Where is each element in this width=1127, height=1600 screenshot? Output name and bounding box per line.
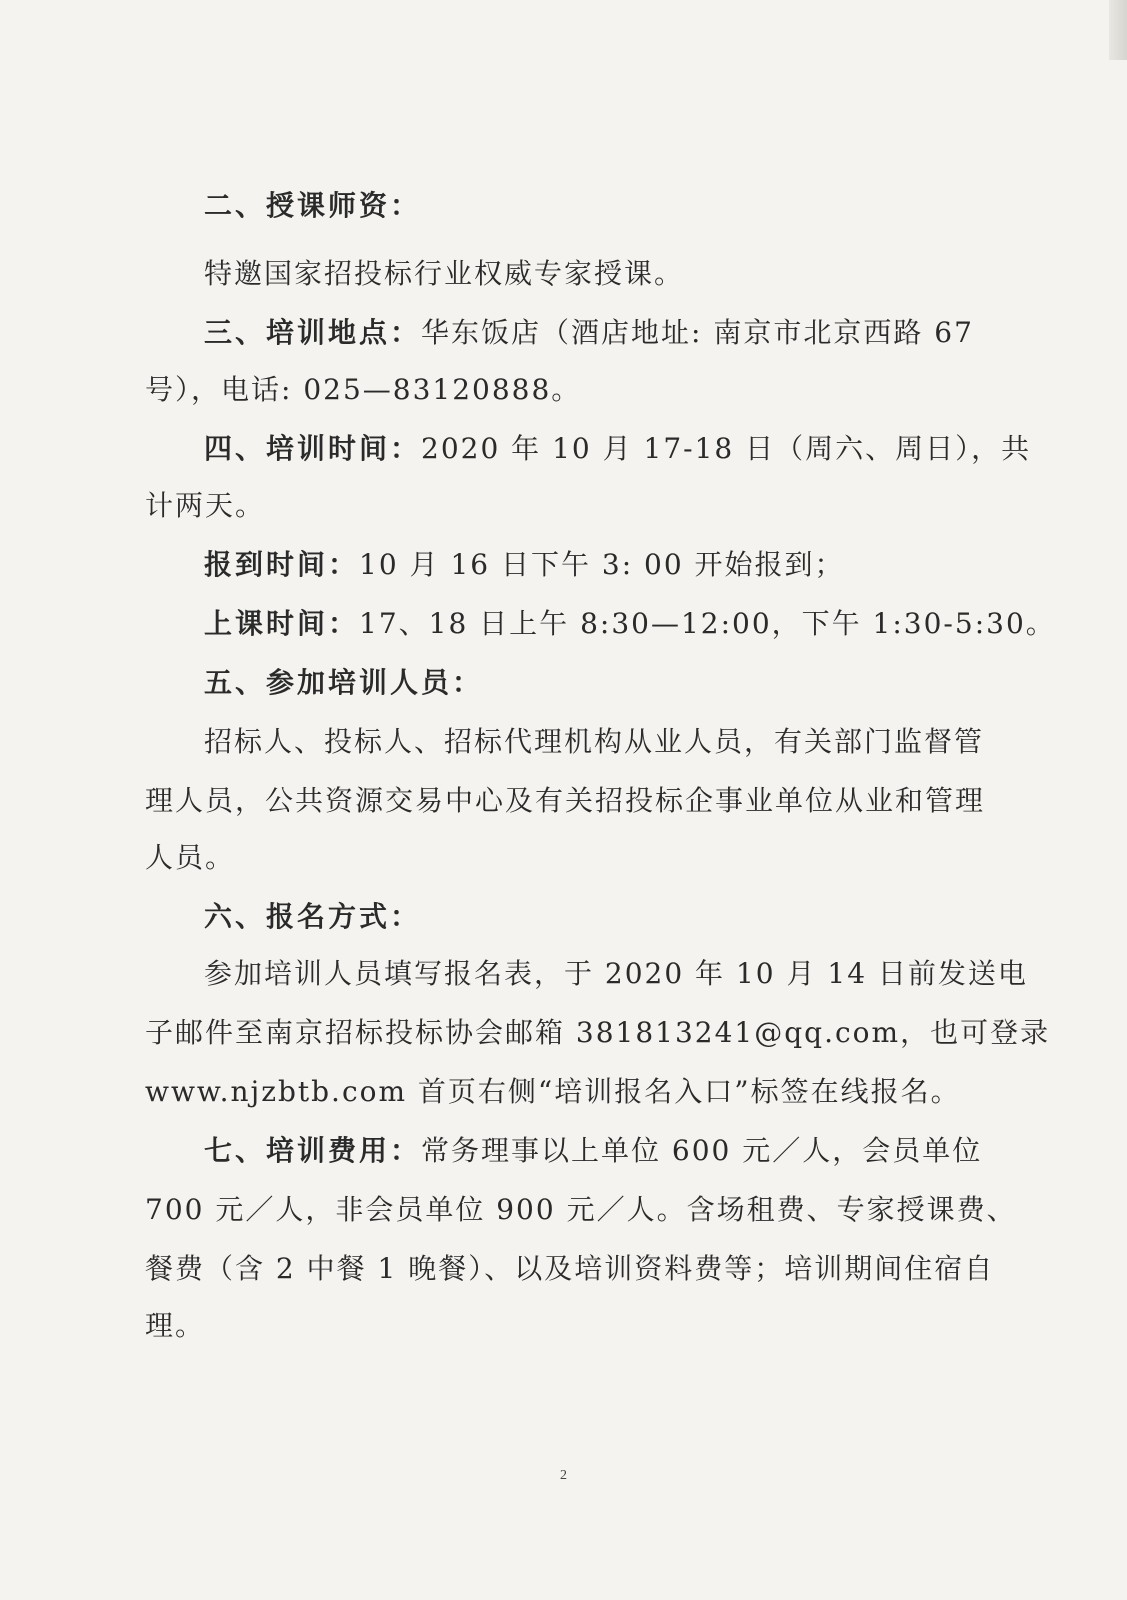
section2-body-line	[0, 256, 1127, 292]
section4-heading: 四、培训时间：	[204, 432, 422, 465]
section6-line1	[0, 956, 1127, 992]
section3-heading: 三、培训地点：	[204, 316, 422, 349]
page-number: 2	[560, 1468, 567, 1483]
section2-body: 特邀国家招投标行业权威专家授课。	[204, 257, 685, 290]
section5-text1: 招标人、投标人、招标代理机构从业人员，有关部门监督管	[204, 725, 985, 758]
section7-text4: 理。	[145, 1309, 206, 1342]
section5-line2	[0, 783, 1127, 819]
section2-heading-line	[0, 188, 1127, 224]
section2-heading: 二、授课师资：	[204, 189, 422, 222]
section7-text3: 餐费（含 2 中餐 1 晚餐）、以及培训资料费等；培训期间住宿自	[145, 1252, 995, 1285]
class-time-line	[0, 606, 1127, 642]
section5-line1	[0, 724, 1127, 760]
checkin-time-value: 10 月 16 日下午 3: 00 开始报到；	[359, 548, 845, 581]
section6-heading-line	[0, 899, 1127, 935]
section5-heading: 五、参加培训人员：	[204, 666, 484, 699]
section3-text2: 号），电话: 025—83120888。	[145, 373, 582, 406]
section7-line1	[0, 1133, 1127, 1169]
section7-text1: 常务理事以上单位 600 元／人，会员单位	[421, 1134, 983, 1167]
section5-heading-line	[0, 665, 1127, 701]
section5-line3	[0, 840, 1127, 876]
section4-line1	[0, 431, 1127, 467]
class-time-value: 17、18 日上午 8:30—12:00，下午 1:30-5:30。	[359, 607, 1056, 640]
section6-text3: www.njzbtb.com 首页右侧“培训报名入口”标签在线报名。	[145, 1075, 961, 1108]
checkin-time-label: 报到时间：	[204, 548, 360, 581]
section3-line1	[0, 315, 1127, 351]
section5-text3: 人员。	[145, 841, 236, 874]
section3-line2	[0, 372, 1127, 408]
section7-text2: 700 元／人，非会员单位 900 元／人。含场租费、专家授课费、	[145, 1193, 1017, 1226]
section3-text1: 华东饭店（酒店地址: 南京市北京西路 67	[421, 316, 974, 349]
checkin-time-line	[0, 547, 1127, 583]
section4-text1: 2020 年 10 月 17-18 日（周六、周日），共	[421, 432, 1032, 465]
section7-line3	[0, 1251, 1127, 1287]
section5-text2: 理人员，公共资源交易中心及有关招投标企事业单位从业和管理	[145, 784, 986, 817]
section6-line2	[0, 1015, 1127, 1051]
section7-line2	[0, 1192, 1127, 1228]
section6-line3	[0, 1074, 1127, 1110]
section6-text1: 参加培训人员填写报名表，于 2020 年 10 月 14 日前发送电	[204, 957, 1028, 990]
scan-edge	[1109, 0, 1127, 60]
section7-line4	[0, 1308, 1127, 1344]
section4-line2	[0, 488, 1127, 524]
section7-heading: 七、培训费用：	[204, 1134, 422, 1167]
section6-heading: 六、报名方式：	[204, 900, 422, 933]
section4-text2: 计两天。	[145, 489, 266, 522]
class-time-label: 上课时间：	[204, 607, 360, 640]
section6-text2: 子邮件至南京招标投标协会邮箱 381813241@qq.com，也可登录	[145, 1016, 1051, 1049]
